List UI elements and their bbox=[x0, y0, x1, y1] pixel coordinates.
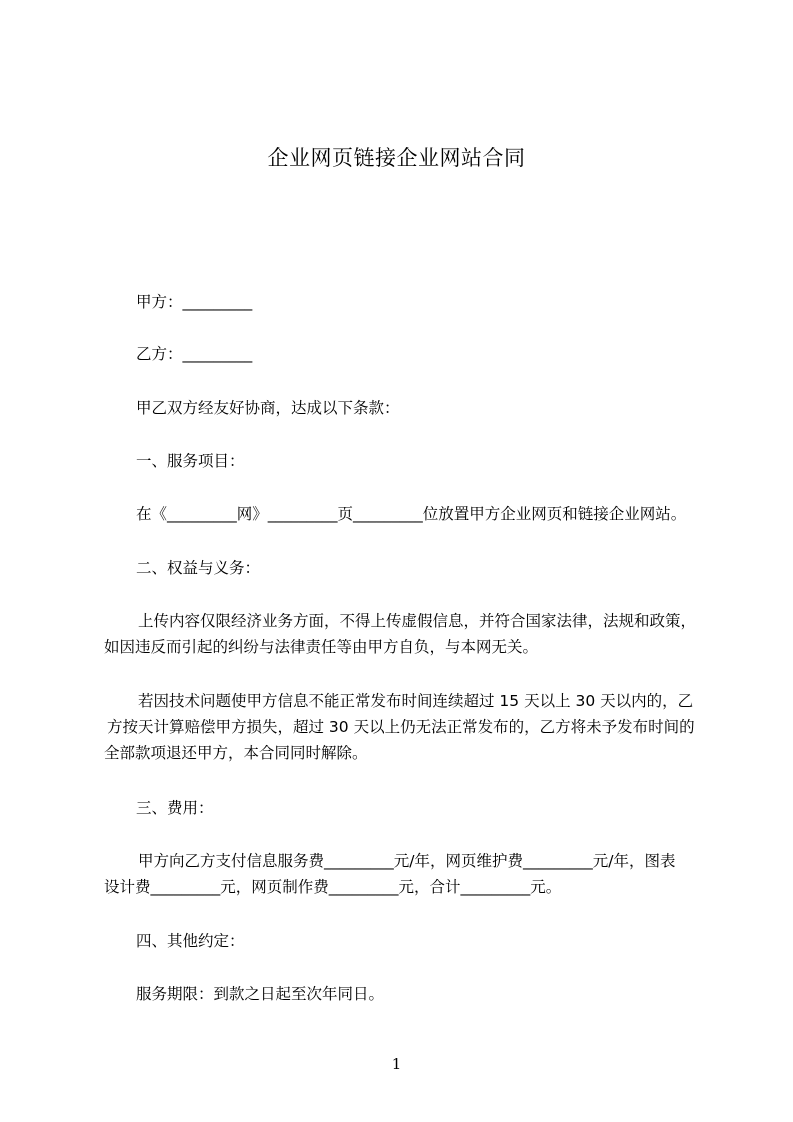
section3-line2: 设计费_________元，网页制作费_________元，合计_________元。 bbox=[104, 878, 562, 896]
section2-paragraph2-line1: 若因技术问题使甲方信息不能正常发布时间连续超过 15 天以上 30 天以内的，乙 bbox=[138, 692, 694, 710]
section4-text: 服务期限：到款之日起至次年同日。 bbox=[136, 985, 385, 1003]
section2-paragraph2-line2: 方按天计算赔偿甲方损失，超过 30 天以上仍无法正常发布的，乙方将未予发布时间的 bbox=[107, 718, 695, 736]
party-a-line: 甲方：_________ bbox=[136, 293, 253, 311]
section2-paragraph1-line2: 如因违反而引起的纠纷与法律责任等由甲方自负，与本网无关。 bbox=[104, 638, 539, 656]
page-number: 1 bbox=[391, 1055, 402, 1073]
section2-paragraph1-line1: 上传内容仅限经济业务方面，不得上传虚假信息，并符合国家法律，法规和政策， bbox=[138, 612, 697, 630]
intro-text: 甲乙双方经友好协商，达成以下条款： bbox=[136, 399, 400, 417]
section1-text: 在《_________网》_________页_________位放置甲方企业网页和链接企业网站。 bbox=[136, 505, 687, 523]
section1-heading: 一、服务项目： bbox=[136, 452, 245, 470]
section4-heading: 四、其他约定： bbox=[136, 932, 245, 950]
section2-heading: 二、权益与义务： bbox=[136, 559, 261, 577]
section2-paragraph2-line3: 全部款项退还甲方，本合同同时解除。 bbox=[104, 744, 368, 762]
party-b-line: 乙方：_________ bbox=[136, 345, 253, 363]
document-title: 企业网页链接企业网站合同 bbox=[267, 146, 526, 170]
section3-line1: 甲方向乙方支付信息服务费_________元/年，网页维护费_________元/年，图表 bbox=[138, 852, 676, 870]
section3-heading: 三、费用： bbox=[136, 799, 214, 817]
